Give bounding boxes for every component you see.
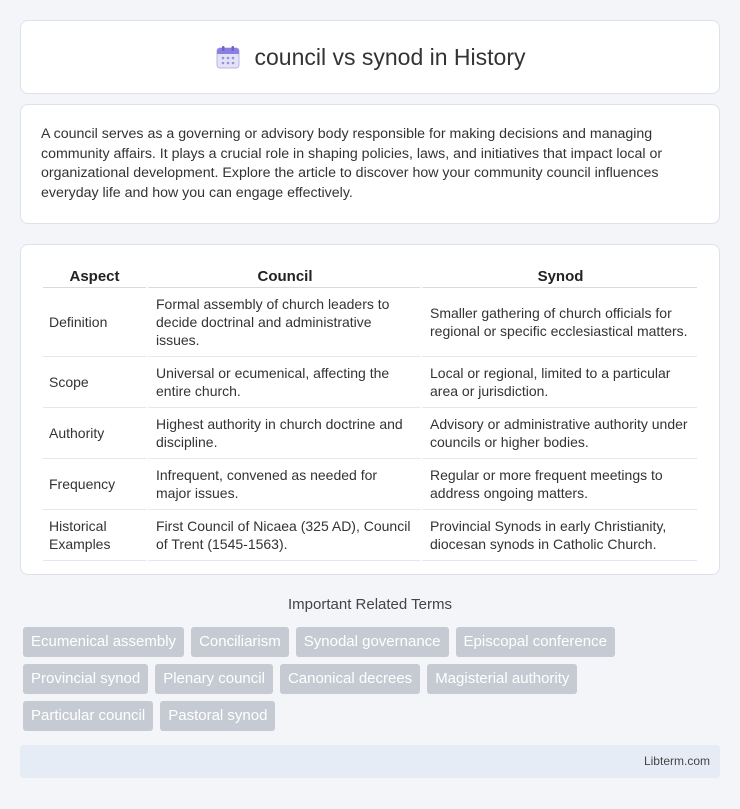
table-row <box>43 288 697 357</box>
row-synod: Local or regional, limited to a particular area or jurisdiction. <box>420 357 697 408</box>
row-synod: Advisory or administrative authority under councils or higher bodies. <box>420 408 697 459</box>
row-council: First Council of Nicaea (325 AD), Council of Trent (1545-1563). <box>146 510 420 561</box>
related-term-tag[interactable]: Pastoral synod <box>160 701 275 731</box>
intro-text: A council serves as a governing or advisory body responsible for making decisions and managing community affairs. It plays a crucial role in shaping policies, laws, and initiatives that impact local or organizational development. Explore the article to discover how your community council influences everyday life and how you can engage effectively. <box>41 126 663 201</box>
related-term-tag[interactable]: Magisterial authority <box>427 664 577 694</box>
row-council: Formal assembly of church leaders to decide doctrinal and administrative issues. <box>146 288 420 357</box>
header-aspect: Aspect <box>43 265 146 288</box>
comparison-card <box>20 244 720 575</box>
row-aspect: Definition <box>43 288 146 357</box>
table-row <box>43 357 697 408</box>
related-term-tag[interactable]: Episcopal conference <box>456 627 615 657</box>
related-term-tag[interactable]: Conciliarism <box>191 627 289 657</box>
row-synod: Smaller gathering of church officials for regional or specific ecclesiastical matters. <box>420 288 697 357</box>
calendar-icon <box>215 44 241 70</box>
comparison-table <box>43 265 697 561</box>
intro-card <box>20 104 720 224</box>
table-header-row <box>43 265 697 288</box>
row-synod: Regular or more frequent meetings to address ongoing matters. <box>420 459 697 510</box>
header <box>215 44 526 71</box>
table-row <box>43 459 697 510</box>
related-term-tag[interactable]: Ecumenical assembly <box>23 627 184 657</box>
row-aspect: Scope <box>43 357 146 408</box>
table-row <box>43 408 697 459</box>
related-terms-title: Important Related Terms <box>288 596 452 613</box>
footer <box>20 745 720 778</box>
header-synod: Synod <box>420 265 697 288</box>
row-council: Universal or ecumenical, affecting the entire church. <box>146 357 420 408</box>
related-term-tag[interactable]: Synodal governance <box>296 627 449 657</box>
row-council: Infrequent, convened as needed for major issues. <box>146 459 420 510</box>
row-council: Highest authority in church doctrine and discipline. <box>146 408 420 459</box>
header-council: Council <box>146 265 420 288</box>
footer-site-link[interactable]: Libterm.com <box>643 754 710 768</box>
related-term-tag[interactable]: Provincial synod <box>23 664 148 694</box>
related-term-tag[interactable]: Particular council <box>23 701 153 731</box>
related-terms-list <box>23 627 713 731</box>
row-aspect: Historical Examples <box>43 510 146 561</box>
row-synod: Provincial Synods in early Christianity, diocesan synods in Catholic Church. <box>420 510 697 561</box>
row-aspect: Authority <box>43 408 146 459</box>
page-title: council vs synod in History <box>254 43 526 70</box>
related-term-tag[interactable]: Plenary council <box>155 664 273 694</box>
header-card <box>20 20 720 94</box>
related-term-tag[interactable]: Canonical decrees <box>280 664 420 694</box>
row-aspect: Frequency <box>43 459 146 510</box>
table-row <box>43 510 697 561</box>
